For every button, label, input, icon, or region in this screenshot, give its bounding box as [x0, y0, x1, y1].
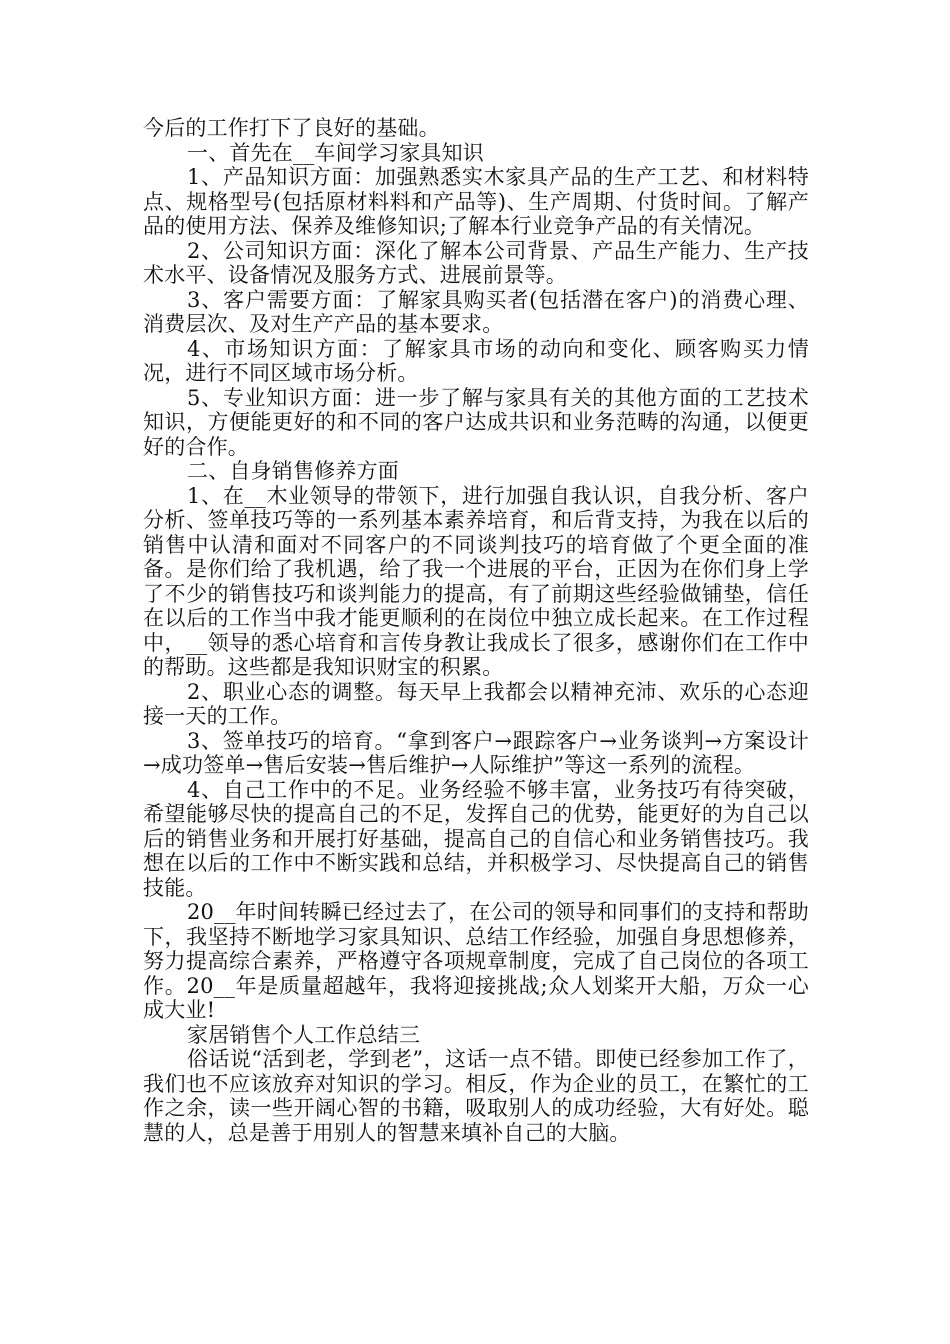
paragraph-lifelong-learning: 俗话说“活到老，学到老”，这话一点不错。即使已经参加工作了，我们也不应该放弃对知识的学习。相反，作为企业的员工，在繁忙的工作之余，读一些开阔心智的书籍，吸取别人的成功经验，大有好处。聪慧的人，总是善于用别人的智慧来填补自己的大脑。: [143, 1047, 809, 1145]
paragraph-customer-needs: 3、客户需要方面：了解家具购买者(包括潜在客户)的消费心理、消费层次、及对生产产品的基本要求。: [143, 287, 809, 336]
section-heading-2: 二、自身销售修养方面: [187, 459, 399, 483]
paragraph-professional-knowledge: 5、专业知识方面：进一步了解与家具有关的其他方面的工艺技术知识，方便能更好的和不同的客户达成共识和业务范畴的沟通，以便更好的合作。: [143, 385, 809, 459]
paragraph-professional-attitude: 2、职业心态的调整。每天早上我都会以精神充沛、欢乐的心态迎接一天的工作。: [143, 679, 809, 728]
paragraph-market-knowledge: 4、市场知识方面：了解家具市场的动向和变化、顾客购买力情况，进行不同区域市场分析。: [143, 336, 809, 385]
document-body: [143, 116, 809, 1145]
paragraph-shortcomings: 4、自己工作中的不足。业务经验不够丰富，业务技巧有待突破，希望能够尽快的提高自己的不足，发挥自己的优势，能更好的为自己以后的销售业务和开展打好基础，提高自己的自信心和业务销售技巧。我想在以后的工作中不断实践和总结，并积极学习、尽快提高自己的销售技能。: [143, 777, 809, 900]
paragraph-continuation: 今后的工作打下了良好的基础。: [143, 116, 440, 140]
section-heading-1: 一、首先在__车间学习家具知识: [187, 140, 484, 165]
paragraph-signing-skills: 3、签单技巧的培育。“拿到客户→跟踪客户→业务谈判→方案设计→成功签单→售后安装→售后维护→人际维护”等这一系列的流程。: [143, 728, 809, 777]
paragraph-year-summary: 20__年时间转瞬已经过去了，在公司的领导和同事们的支持和帮助下，我坚持不断地学习家具知识、总结工作经验，加强自身思想修养，努力提高综合素养，严格遵守各项规章制度，完成了自己岗位的各项工作。20__年是质量超越年，我将迎接挑战;众人划桨开大船，万众一心成大业!: [143, 900, 809, 1022]
section-heading-3: 家居销售个人工作总结三: [187, 1022, 421, 1047]
paragraph-leadership-training: 1、在__木业领导的带领下，进行加强自我认识，自我分析、客户分析、签单技巧等的一系列基本素养培育，和后背支持，为我在以后的销售中认清和面对不同客户的不同谈判技巧的培育做了个更全面的准备。是你们给了我机遇，给了我一个进展的平台，正因为在你们身上学了不少的销售技巧和谈判能力的提高，有了前期这些经验做铺垫，信任在以后的工作当中我才能更顺利的在岗位中独立成长起来。在工作过程中，__领导的悉心培育和言传身教让我成长了很多，感谢你们在工作中的帮助。这些都是我知识财宝的积累。: [143, 483, 809, 679]
paragraph-product-knowledge: 1、产品知识方面：加强熟悉实木家具产品的生产工艺、和材料特点、规格型号(包括原材料料和产品等)、生产周期、付货时间。了解产品的使用方法、保养及维修知识;了解本行业竞争产品的有关情况。: [143, 165, 809, 238]
paragraph-company-knowledge: 2、公司知识方面：深化了解本公司背景、产品生产能力、生产技术水平、设备情况及服务方式、进展前景等。: [143, 238, 809, 287]
